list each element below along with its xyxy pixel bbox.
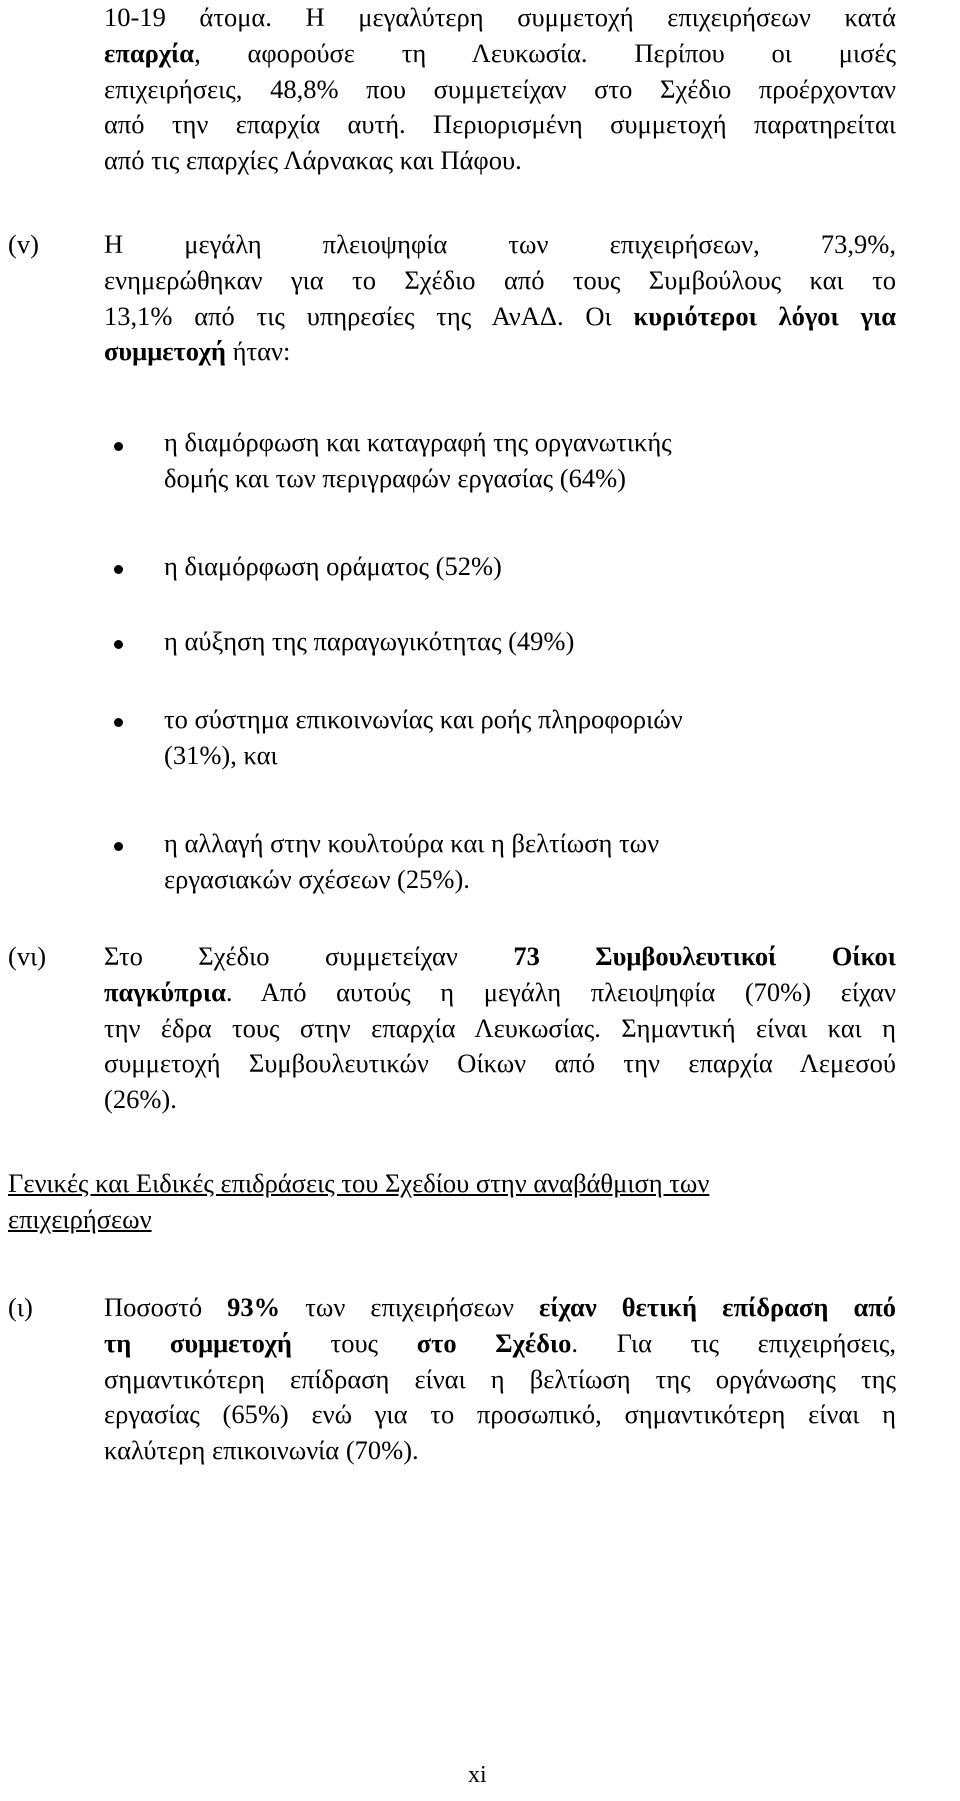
text-line <box>104 299 896 335</box>
bullet-item <box>164 702 896 774</box>
item-marker: (vι) <box>8 941 47 971</box>
text-span: , αφορούσε τη Λευκωσία. Περίπου οι μισές <box>194 37 896 68</box>
text-line: επιχειρήσεις, 48,8% που συμμετείχαν στο Σχέδιο προέρχονταν <box>104 73 896 104</box>
bullet-item <box>164 826 896 898</box>
bullet-item <box>164 624 896 660</box>
text-line: σημαντικότερη επίδραση είναι η βελτίωση της οργάνωσης της <box>104 1363 896 1394</box>
bold-text: είχαν θετική επίδραση από <box>539 1292 896 1322</box>
text-span: Στο Σχέδιο συμμετείχαν <box>104 941 514 971</box>
item-v-paragraph <box>104 227 896 370</box>
text-line: από την επαρχία αυτή. Περιορισμένη συμμετοχή παρατηρείται <box>104 109 896 140</box>
text-line: η αλλαγή στην κουλτούρα και η βελτίωση των <box>164 828 660 858</box>
bullet-icon <box>114 718 123 727</box>
text-line: η διαμόρφωση οράματος (52%) <box>164 551 502 581</box>
bullet-icon <box>114 442 123 451</box>
item-vi-paragraph <box>104 939 896 1118</box>
bullet-icon <box>114 565 123 574</box>
text-line: η αύξηση της παραγωγικότητας (49%) <box>164 626 575 656</box>
page-number: xi <box>468 1762 487 1788</box>
bold-text: κυριότεροι λόγοι για <box>633 300 896 331</box>
item-marker: (ι) <box>8 1292 33 1322</box>
text-line <box>104 36 896 72</box>
bold-text: επαρχία <box>104 37 195 68</box>
text-line <box>104 975 896 1011</box>
text-span: ήταν: <box>225 336 291 367</box>
text-line: η διαμόρφωση και καταγραφή της οργανωτικής <box>164 427 672 457</box>
text-line <box>104 939 896 975</box>
text-span: 13,1% από τις υπηρεσίες της ΑνΑΔ. Οι <box>104 300 634 331</box>
text-line: την έδρα τους στην επαρχία Λευκωσίας. Σημαντική είναι και η <box>104 1012 896 1043</box>
text-line: ενημερώθηκαν για το Σχέδιο από τους Συμβούλους και το <box>104 264 896 295</box>
text-span: . Από αυτούς η μεγάλη πλειοψηφία (70%) είχαν <box>225 976 896 1007</box>
bold-text: 73 Συμβουλευτικοί Οίκοι <box>513 941 896 971</box>
bold-text: στο Σχέδιο <box>416 1327 572 1358</box>
text-line <box>104 1290 896 1326</box>
text-line <box>104 1326 896 1362</box>
item-marker: (v) <box>8 229 39 259</box>
item-i-paragraph <box>104 1290 896 1469</box>
text-line: δομής και των περιγραφών εργασίας (64%) <box>164 462 626 493</box>
text-line: συμμετοχή Συμβουλευτικών Οίκων από την επαρχία Λεμεσού <box>104 1048 896 1079</box>
bold-text: συμμετοχή <box>104 336 226 367</box>
text-span: των επιχειρήσεων <box>280 1292 540 1322</box>
text-line: Η μεγάλη πλειοψηφία των επιχειρήσεων, 73,9%, <box>104 229 896 259</box>
text-line: από τις επαρχίες Λάρνακας και Πάφου. <box>104 145 522 176</box>
continuation-paragraph <box>104 0 896 179</box>
text-line: επιχειρήσεων <box>8 1203 152 1234</box>
text-span: Ποσοστό <box>104 1292 228 1322</box>
bullet-icon <box>114 842 123 851</box>
text-line: εργασίας (65%) ενώ για το προσωπικό, σημαντικότερη είναι η <box>104 1399 896 1430</box>
text-line: (26%). <box>104 1084 177 1115</box>
text-line: το σύστημα επικοινωνίας και ροής πληροφοριών <box>164 704 683 734</box>
bold-text: παγκύπρια <box>104 976 226 1007</box>
section-heading <box>8 1166 896 1238</box>
text-line: (31%), και <box>164 739 278 770</box>
text-span: . Για τις επιχειρήσεις, <box>571 1327 897 1358</box>
text-line: Γενικές και Ειδικές επιδράσεις του Σχεδίου στην αναβάθμιση των <box>8 1168 710 1198</box>
bold-text: 93% <box>227 1292 281 1322</box>
text-line <box>104 334 896 370</box>
bullet-item <box>164 425 896 497</box>
bullet-item <box>164 549 896 585</box>
text-line: 10-19 άτομα. Η μεγαλύτερη συμμετοχή επιχειρήσεων κατά <box>104 2 896 32</box>
text-line: καλύτερη επικοινωνία (70%). <box>104 1435 419 1466</box>
bullet-icon <box>114 640 123 649</box>
text-span: τους <box>291 1327 417 1358</box>
text-line: εργασιακών σχέσεων (25%). <box>164 863 470 894</box>
bold-text: τη συμμετοχή <box>104 1327 292 1358</box>
